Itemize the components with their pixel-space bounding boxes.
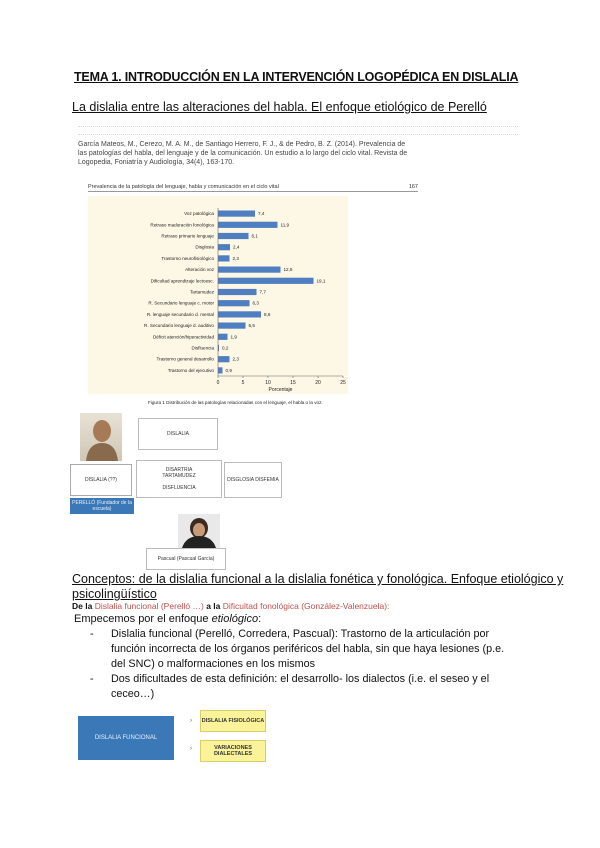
chart-svg (88, 196, 418, 405)
data-label: 2,3 (232, 255, 239, 261)
portrait-photo-perello (80, 413, 122, 461)
data-label: 5,5 (248, 323, 255, 329)
x-tick-label: 20 (315, 380, 321, 386)
data-label: 0,9 (225, 367, 232, 373)
citation: García Mateos, M., Cerezo, M. A. M., de Santiago Herrero, F. J., & de Pedro, B. Z. (2014). Prevalencia de las patologías del habla, del lenguaje y de la comunicación. Un estudio a lo largo del ciclo vital. Revista de Logopedia, Foniatría y Audiología, 34(4), 163-170. (78, 141, 408, 166)
section-heading-dislalia: La dislalia entre las alteraciones del habla. El enfoque etiológico de Perelló (72, 100, 487, 114)
bar (218, 222, 278, 228)
category-label: Trastorno del ejecutivo (167, 367, 214, 373)
bar (218, 211, 255, 217)
data-label: 6,3 (252, 300, 259, 306)
list-item: - Dislalia funcional (Perelló, Corredera, Pascual): Trastorno de la articulación por función incorrecta de los órganos periféricos del habla, sin que haya lesiones (p.e. del SNC) o malformaciones en los mismos (90, 627, 510, 672)
category-label: Disfluencia (191, 345, 214, 351)
subline-term2: Dificultad fonológica (González-Valenzuela): (222, 601, 390, 611)
category-label: Déficit atención/hiperactividad (152, 334, 214, 340)
bar (218, 311, 261, 317)
data-label: 2,3 (232, 356, 239, 362)
arrow-right-icon: › (190, 718, 192, 724)
bullet-list (90, 627, 510, 702)
category-label: Disglosia (195, 244, 214, 250)
data-label: 0,2 (222, 345, 229, 351)
center-box-mid: TARTAMUDEZ (162, 473, 196, 479)
bar (218, 267, 281, 273)
subline-prefix: De la (72, 601, 93, 611)
portrait-photo-second (178, 514, 220, 548)
figure-caption: Figura 1 Distribución de las patologías relacionadas con el lenguaje, el habla o la voz. (148, 400, 323, 405)
category-label: R. lenguaje secundario d. mental (146, 311, 214, 317)
category-label: Retraso maduración fonológica (150, 222, 214, 228)
bar (218, 300, 250, 306)
bar (218, 233, 249, 239)
prevalence-chart (88, 184, 418, 404)
chart-header (88, 184, 418, 192)
variaciones-dialectales-box: VARIACIONES DIALECTALES (200, 740, 266, 762)
diagram-right-box: DISGLOSIA DISFEMIA (224, 462, 282, 498)
data-label: 6,1 (251, 233, 258, 239)
category-label: Retraso primario lenguaje (161, 233, 214, 239)
center-box-bottom: DISFLUENCIA (162, 485, 196, 491)
perello-caption-box: PERELLÓ (Fundador de la escuela) (70, 498, 134, 514)
intro-text: Empecemos por el enfoque etiológico: (74, 613, 262, 625)
subline-term1: Dislalia funcional (Perelló …) (94, 601, 204, 611)
x-axis-label: Porcentaje (268, 387, 293, 393)
bar (218, 356, 230, 362)
bar (218, 255, 230, 261)
category-label: Tartamudez (190, 289, 214, 295)
category-label: Trastorno neurofisiológico (161, 255, 214, 261)
center-box-top: DISARTRIA (165, 467, 193, 473)
bar (218, 278, 314, 284)
dislalia-fisiologica-box: DISLALIA FISIOLÓGICA (200, 710, 266, 732)
data-label: 2,4 (233, 244, 240, 250)
bar (218, 367, 223, 373)
data-label: 7,7 (259, 289, 266, 295)
category-label: Voz patológica (184, 211, 214, 217)
person-caption-box: Pascual (Pascual García) (146, 548, 226, 570)
x-tick-label: 10 (265, 380, 271, 386)
diagram-left-box: DISLALIA (??) (70, 464, 132, 496)
document-title: TEMA 1. INTRODUCCIÓN EN LA INTERVENCIÓN LOGOPÉDICA EN DISLALIA (74, 70, 519, 84)
bar (218, 289, 257, 295)
bar (218, 244, 230, 250)
category-label: Trastorno general desarrollo (156, 356, 214, 362)
list-item: - Dos dificultades de esta definición: el desarrollo- los dialectos (i.e. el seseo y el ceceo…) (90, 672, 510, 702)
portrait-figure-icon (80, 413, 122, 461)
faint-reference-lines (78, 120, 518, 135)
subline (72, 601, 389, 611)
subline-middle: a la (206, 601, 221, 611)
data-label: 1,9 (230, 334, 237, 340)
x-tick-label: 5 (241, 380, 245, 386)
dislalia-funcional-box: DISLALIA FUNCIONAL (78, 716, 174, 760)
diagram-center-box (136, 460, 222, 498)
chart-title: Prevalencia de la patología del lenguaje, habla y comunicación en el ciclo vital (88, 184, 279, 190)
data-label: 12,5 (283, 267, 293, 273)
section-heading-conceptos: Conceptos: de la dislalia funcional a la dislalia fonética y fonológica. Enfoque etiológico y psicolingüístico (72, 572, 564, 601)
intro-emphasis: etiológico (211, 613, 259, 625)
data-label: 11,9 (280, 222, 290, 228)
x-tick-label: 0 (216, 380, 220, 386)
data-label: 19,1 (316, 278, 326, 284)
bar (218, 334, 228, 340)
category-label: R. Secundario lenguaje c. motor (148, 300, 214, 306)
data-label: 7,4 (258, 211, 265, 217)
portrait-figure-icon (178, 514, 220, 548)
bar (218, 323, 246, 329)
chart-page-number: 167 (408, 184, 418, 190)
category-label: Alteración voz (185, 267, 214, 273)
data-label: 8,6 (264, 311, 271, 317)
x-tick-label: 25 (340, 380, 346, 386)
x-tick-label: 15 (290, 380, 296, 386)
category-label: R. Secundario lenguaje d. auditivo (144, 323, 214, 329)
dislalia-box: DISLALIA (138, 418, 218, 450)
category-label: Dificultad aprendizaje lectoesc. (150, 278, 214, 284)
arrow-right-icon: › (190, 746, 192, 752)
